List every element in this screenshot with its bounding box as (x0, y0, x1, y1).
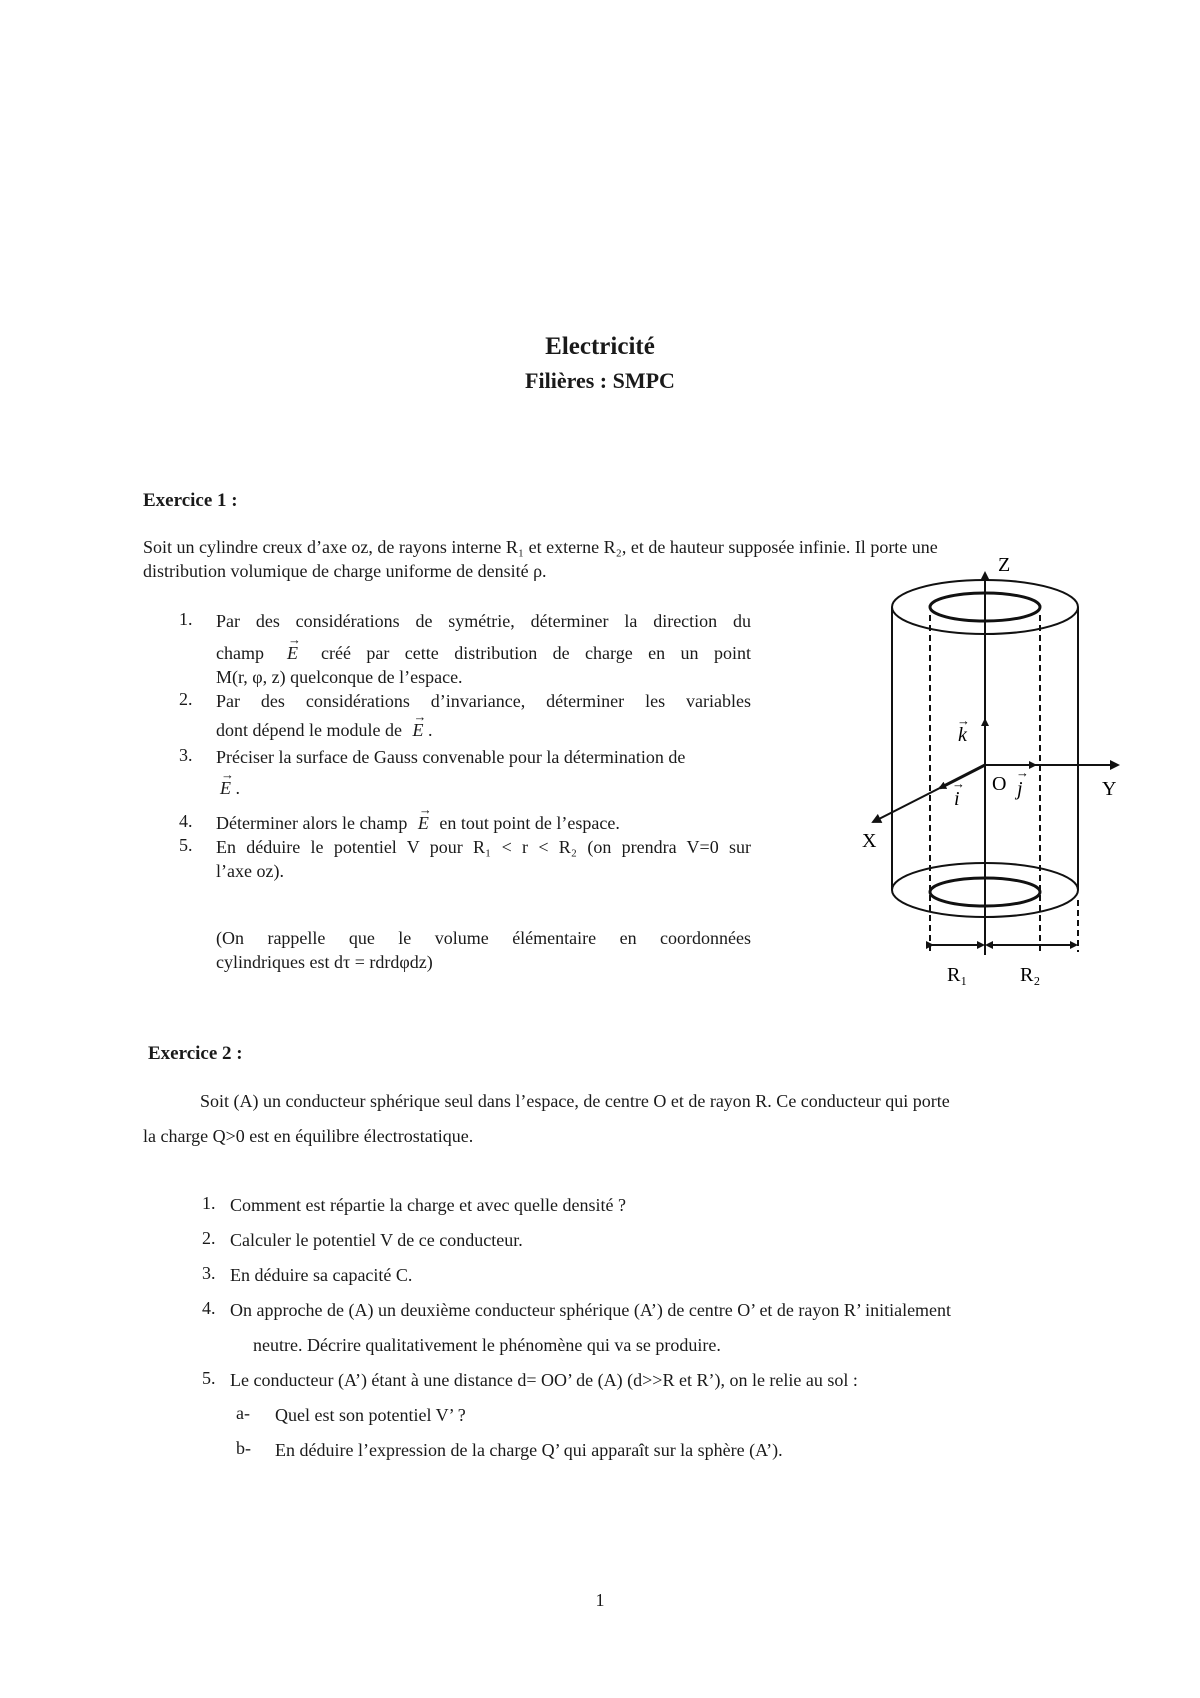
page-number: 1 (595, 1590, 605, 1610)
ex1-q2-line2-text: dont dépend le module de (216, 720, 402, 740)
ex2-q2: Calculer le potentiel V de ce conducteur. (230, 1230, 523, 1250)
ex1-q1-line1: Par des considérations de symétrie, déterminer la direction du (216, 611, 751, 631)
ex1-q5-line2: l’axe oz). (216, 861, 284, 881)
origin-label: O (992, 773, 1007, 795)
ex1-q2-number: 2. (179, 689, 193, 709)
ex1-q1-number: 1. (179, 609, 193, 629)
ex1-note-line2: cylindriques est dτ = rdrdφdz) (216, 952, 433, 972)
y-axis-label: Y (1102, 778, 1117, 800)
unit-i-label-arrow: → (952, 776, 965, 791)
ex1-q2-line1: Par des considérations d’invariance, déterminer les variables (216, 691, 751, 711)
exercise1-intro-line1: Soit un cylindre creux d’axe oz, de rayons interne R₁ et externe R₂, et de hauteur supposée infinie. Il porte une (143, 537, 938, 557)
ex2-q4-line1: On approche de (A) un deuxième conducteur sphérique (A’) de centre O’ et de rayon R’ initialement (230, 1300, 952, 1320)
exercise2-intro-line1: Soit (A) un conducteur sphérique seul dans l’espace, de centre O et de rayon R. Ce conducteur qui porte (200, 1091, 950, 1111)
ex1-q5-number: 5. (179, 835, 193, 855)
r2-label: R₂ (1020, 964, 1041, 986)
ex2-q4-number: 4. (202, 1298, 216, 1318)
ex1-q5-line1: En déduire le potentiel V pour R₁ < r < R₂ (on prendra V=0 sur (216, 837, 751, 857)
exercise2-intro-line2: la charge Q>0 est en équilibre électrostatique. (143, 1126, 474, 1146)
ex2-q2-number: 2. (202, 1228, 216, 1248)
ex2-q5a: Quel est son potentiel V’ ? (275, 1405, 466, 1425)
ex1-note-line1: (On rappelle que le volume élémentaire en coordonnées (216, 928, 751, 948)
ex2-q3: En déduire sa capacité C. (230, 1265, 413, 1285)
vector-e-symbol: → E (287, 641, 298, 665)
ex1-q3-line1: Préciser la surface de Gauss convenable pour la détermination de (216, 747, 686, 767)
unit-i-label: i (954, 788, 960, 810)
ex2-q5: Le conducteur (A’) étant à une distance d= OO’ de (A) (d>>R et R’), on le relie au sol : (230, 1370, 858, 1390)
vector-e-symbol: → E (412, 718, 423, 742)
x-axis-label: X (862, 830, 877, 852)
unit-k-label-arrow: → (957, 713, 970, 728)
exercise1-intro-line2: distribution volumique de charge uniforme de densité ρ. (143, 561, 547, 581)
unit-k-label: k (958, 724, 967, 746)
cylinder-figure (840, 555, 1140, 995)
ex1-q3-line2: → E . (220, 776, 240, 800)
ex2-q5-number: 5. (202, 1368, 216, 1388)
unit-j-label: j (1017, 778, 1023, 800)
ex1-q4-number: 4. (179, 811, 193, 831)
ex1-q2-line2: dont dépend le module de → E . (216, 718, 432, 742)
ex1-q1-line2 (216, 641, 751, 665)
ex2-q1-number: 1. (202, 1193, 216, 1213)
unit-j-label-arrow: → (1016, 765, 1029, 780)
ex1-q1-champ: champ (216, 643, 264, 663)
exercise2-heading: Exercice 2 : (148, 1043, 243, 1064)
z-axis-label: Z (998, 555, 1011, 576)
ex1-q1-line3: M(r, φ, z) quelconque de l’espace. (216, 667, 463, 687)
ex2-q5a-label: a- (236, 1403, 250, 1423)
exercise1-heading: Exercice 1 : (143, 490, 238, 511)
ex2-q3-number: 3. (202, 1263, 216, 1283)
r1-label: R₁ (947, 964, 968, 986)
ex1-q3-number: 3. (179, 745, 193, 765)
page-title: Electricité (545, 333, 655, 360)
ex2-q4-line2: neutre. Décrire qualitativement le phénomène qui va se produire. (253, 1335, 721, 1355)
ex2-q5b-label: b- (236, 1438, 251, 1458)
page-subtitle: Filières : SMPC (525, 368, 675, 393)
ex1-q1-line2-rest: créé par cette distribution de charge en un point (320, 643, 751, 663)
ex2-q1: Comment est répartie la charge et avec quelle densité ? (230, 1195, 626, 1215)
ex2-q5b: En déduire l’expression de la charge Q’ qui apparaît sur la sphère (A’). (275, 1440, 783, 1460)
vector-e-symbol: → E (418, 811, 429, 835)
ex1-q4-line (216, 811, 620, 835)
ex1-q4-text-a: Déterminer alors le champ (216, 813, 408, 833)
ex1-q4-text-b: en tout point de l’espace. (439, 813, 620, 833)
vector-e-symbol: → E (220, 776, 231, 800)
